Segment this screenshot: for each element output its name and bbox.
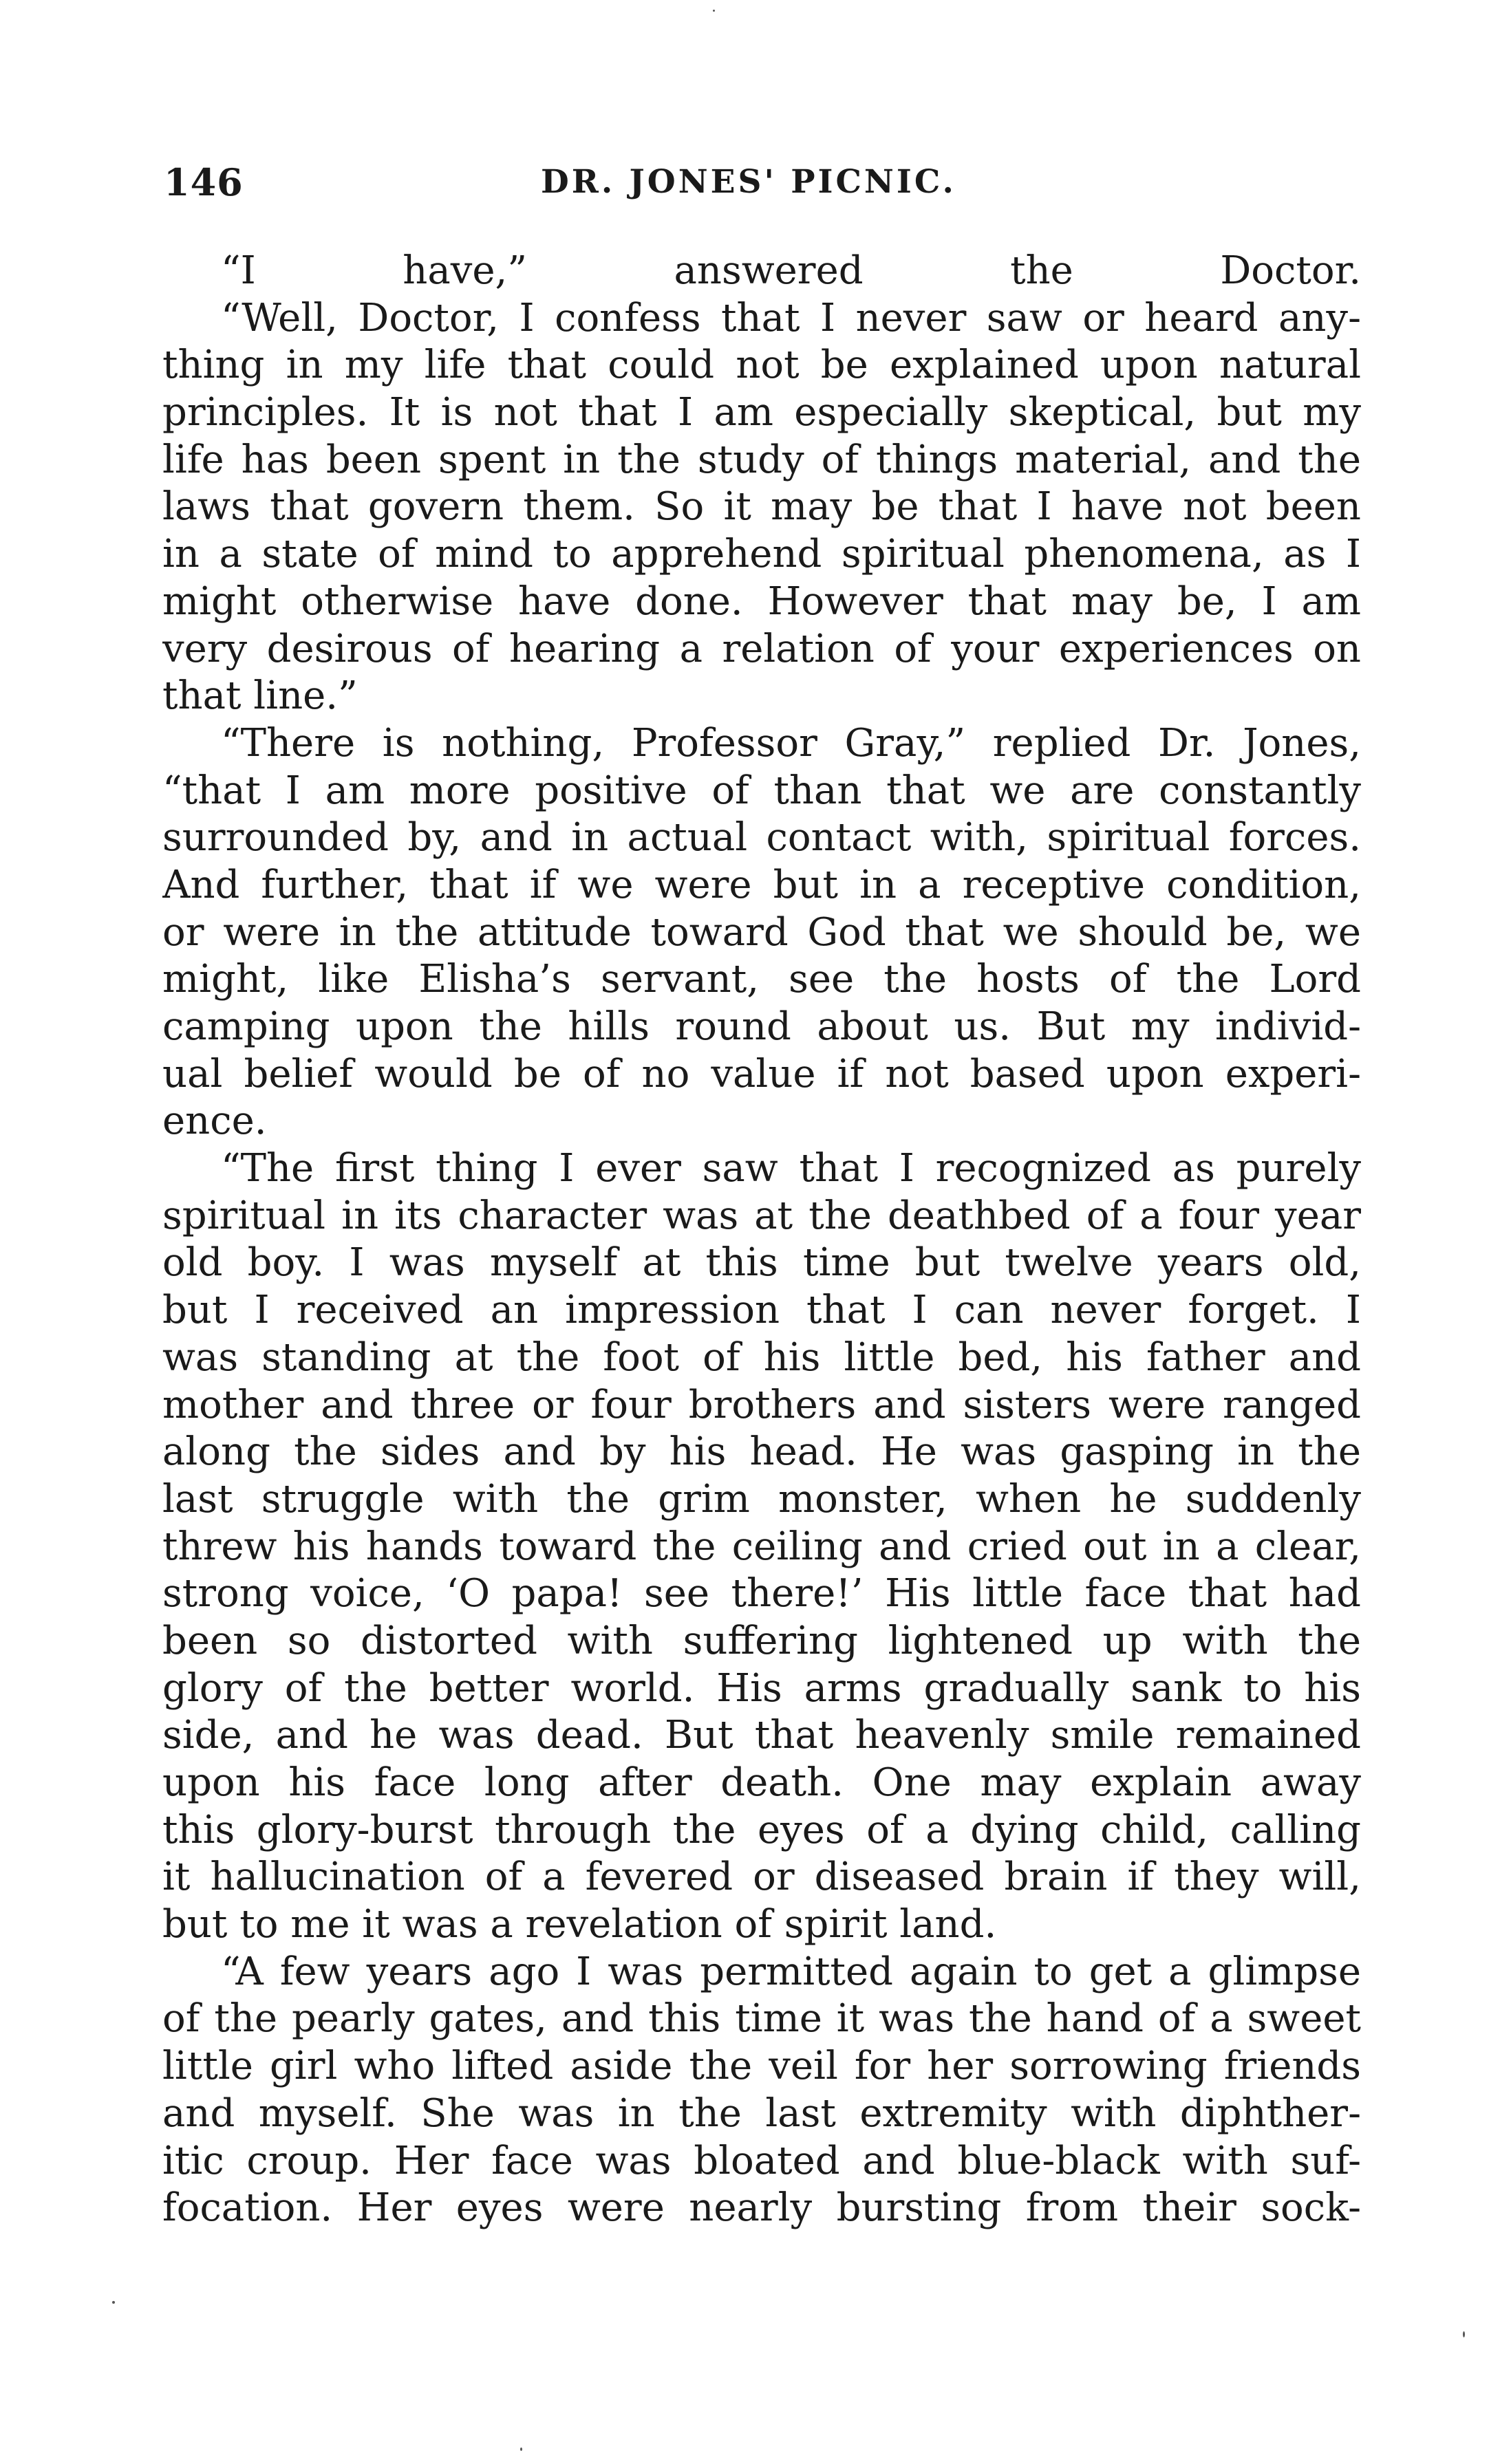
- text-line: focation. Her eyes were nearly bursting from their sock-: [162, 2185, 1361, 2231]
- text-line: mother and three or four brothers and sisters were ranged: [162, 1382, 1361, 1427]
- text-line: of the pearly gates, and this time it was the hand of a sweet: [162, 1996, 1361, 2042]
- text-line: been so distorted with suffering lightened up with the: [162, 1618, 1361, 1663]
- text-line: thing in my life that could not be explained upon natural: [162, 343, 1361, 388]
- text-line: “Well, Doctor, I confess that I never saw or heard any-: [221, 295, 1361, 341]
- text-line: threw his hands toward the ceiling and cried out in a clear,: [162, 1524, 1361, 1569]
- text-line: spiritual in its character was at the deathbed of a four year: [162, 1193, 1361, 1238]
- text-line: ual belief would be of no value if not based upon experi-: [162, 1051, 1361, 1096]
- text-line: surrounded by, and in actual contact with, spiritual forces.: [162, 815, 1361, 861]
- text-line: And further, that if we were but in a receptive condition,: [162, 862, 1361, 907]
- text-line: last struggle with the grim monster, when he suddenly: [162, 1476, 1361, 1522]
- text-line: in a state of mind to apprehend spiritual phenomena, as I: [162, 532, 1361, 577]
- text-line: might otherwise have done. However that may be, I am: [162, 579, 1361, 624]
- text-line: ence.: [162, 1099, 267, 1144]
- text-line: very desirous of hearing a relation of your experiences on: [162, 626, 1361, 671]
- page-header: [0, 160, 1500, 215]
- text-line: little girl who lifted aside the veil for her sorrowing friends: [162, 2044, 1361, 2089]
- text-line: glory of the better world. His arms gradually sank to his: [162, 1665, 1361, 1711]
- text-line: laws that govern them. So it may be that I have not been: [162, 484, 1361, 530]
- text-line: principles. It is not that I am especially skeptical, but my: [162, 390, 1361, 435]
- text-line: it hallucination of a fevered or diseased brain if they will,: [162, 1855, 1361, 1900]
- paper-speck: [1463, 2331, 1465, 2337]
- text-line: and myself. She was in the last extremity with diphther-: [162, 2090, 1361, 2136]
- text-line: life has been spent in the study of things material, and the: [162, 437, 1361, 482]
- text-line: “that I am more positive of than that we are constantly: [162, 768, 1361, 813]
- paper-speck: [713, 10, 715, 12]
- page-number: 146: [164, 160, 244, 204]
- paper-speck: [112, 2301, 115, 2304]
- text-line: upon his face long after death. One may explain away: [162, 1760, 1361, 1805]
- text-line: “There is nothing, Professor Gray,” replied Dr. Jones,: [221, 720, 1361, 766]
- text-line: along the sides and by his head. He was gasping in the: [162, 1429, 1361, 1475]
- paper-speck: [520, 2447, 522, 2451]
- text-line: old boy. I was myself at this time but twelve years old,: [162, 1240, 1361, 1286]
- text-line: “A few years ago I was permitted again to get a glimpse: [221, 1949, 1361, 1994]
- text-line: was standing at the foot of his little bed, his father and: [162, 1334, 1361, 1380]
- text-line: itic croup. Her face was bloated and blue-black with suf-: [162, 2138, 1361, 2183]
- text-line: might, like Elisha’s servant, see the hosts of the Lord: [162, 957, 1361, 1002]
- running-title: DR. JONES' PICNIC.: [541, 163, 956, 201]
- text-line: that line.”: [162, 673, 358, 719]
- text-line: strong voice, ‘O papa! see there!’ His little face that had: [162, 1571, 1361, 1617]
- text-line: “The first thing I ever saw that I recognized as purely: [221, 1146, 1361, 1191]
- text-line: camping upon the hills round about us. But my individ-: [162, 1004, 1361, 1049]
- text-line: side, and he was dead. But that heavenly smile remained: [162, 1713, 1361, 1758]
- text-line: but I received an impression that I can never forget. I: [162, 1288, 1361, 1333]
- text-line: this glory-burst through the eyes of a dying child, calling: [162, 1807, 1361, 1852]
- text-line: but to me it was a revelation of spirit land.: [162, 1902, 997, 1947]
- text-line: or were in the attitude toward God that we should be, we: [162, 909, 1361, 955]
- text-line: “I have,” answered the Doctor.: [221, 248, 1361, 293]
- body-text: [162, 248, 1361, 2232]
